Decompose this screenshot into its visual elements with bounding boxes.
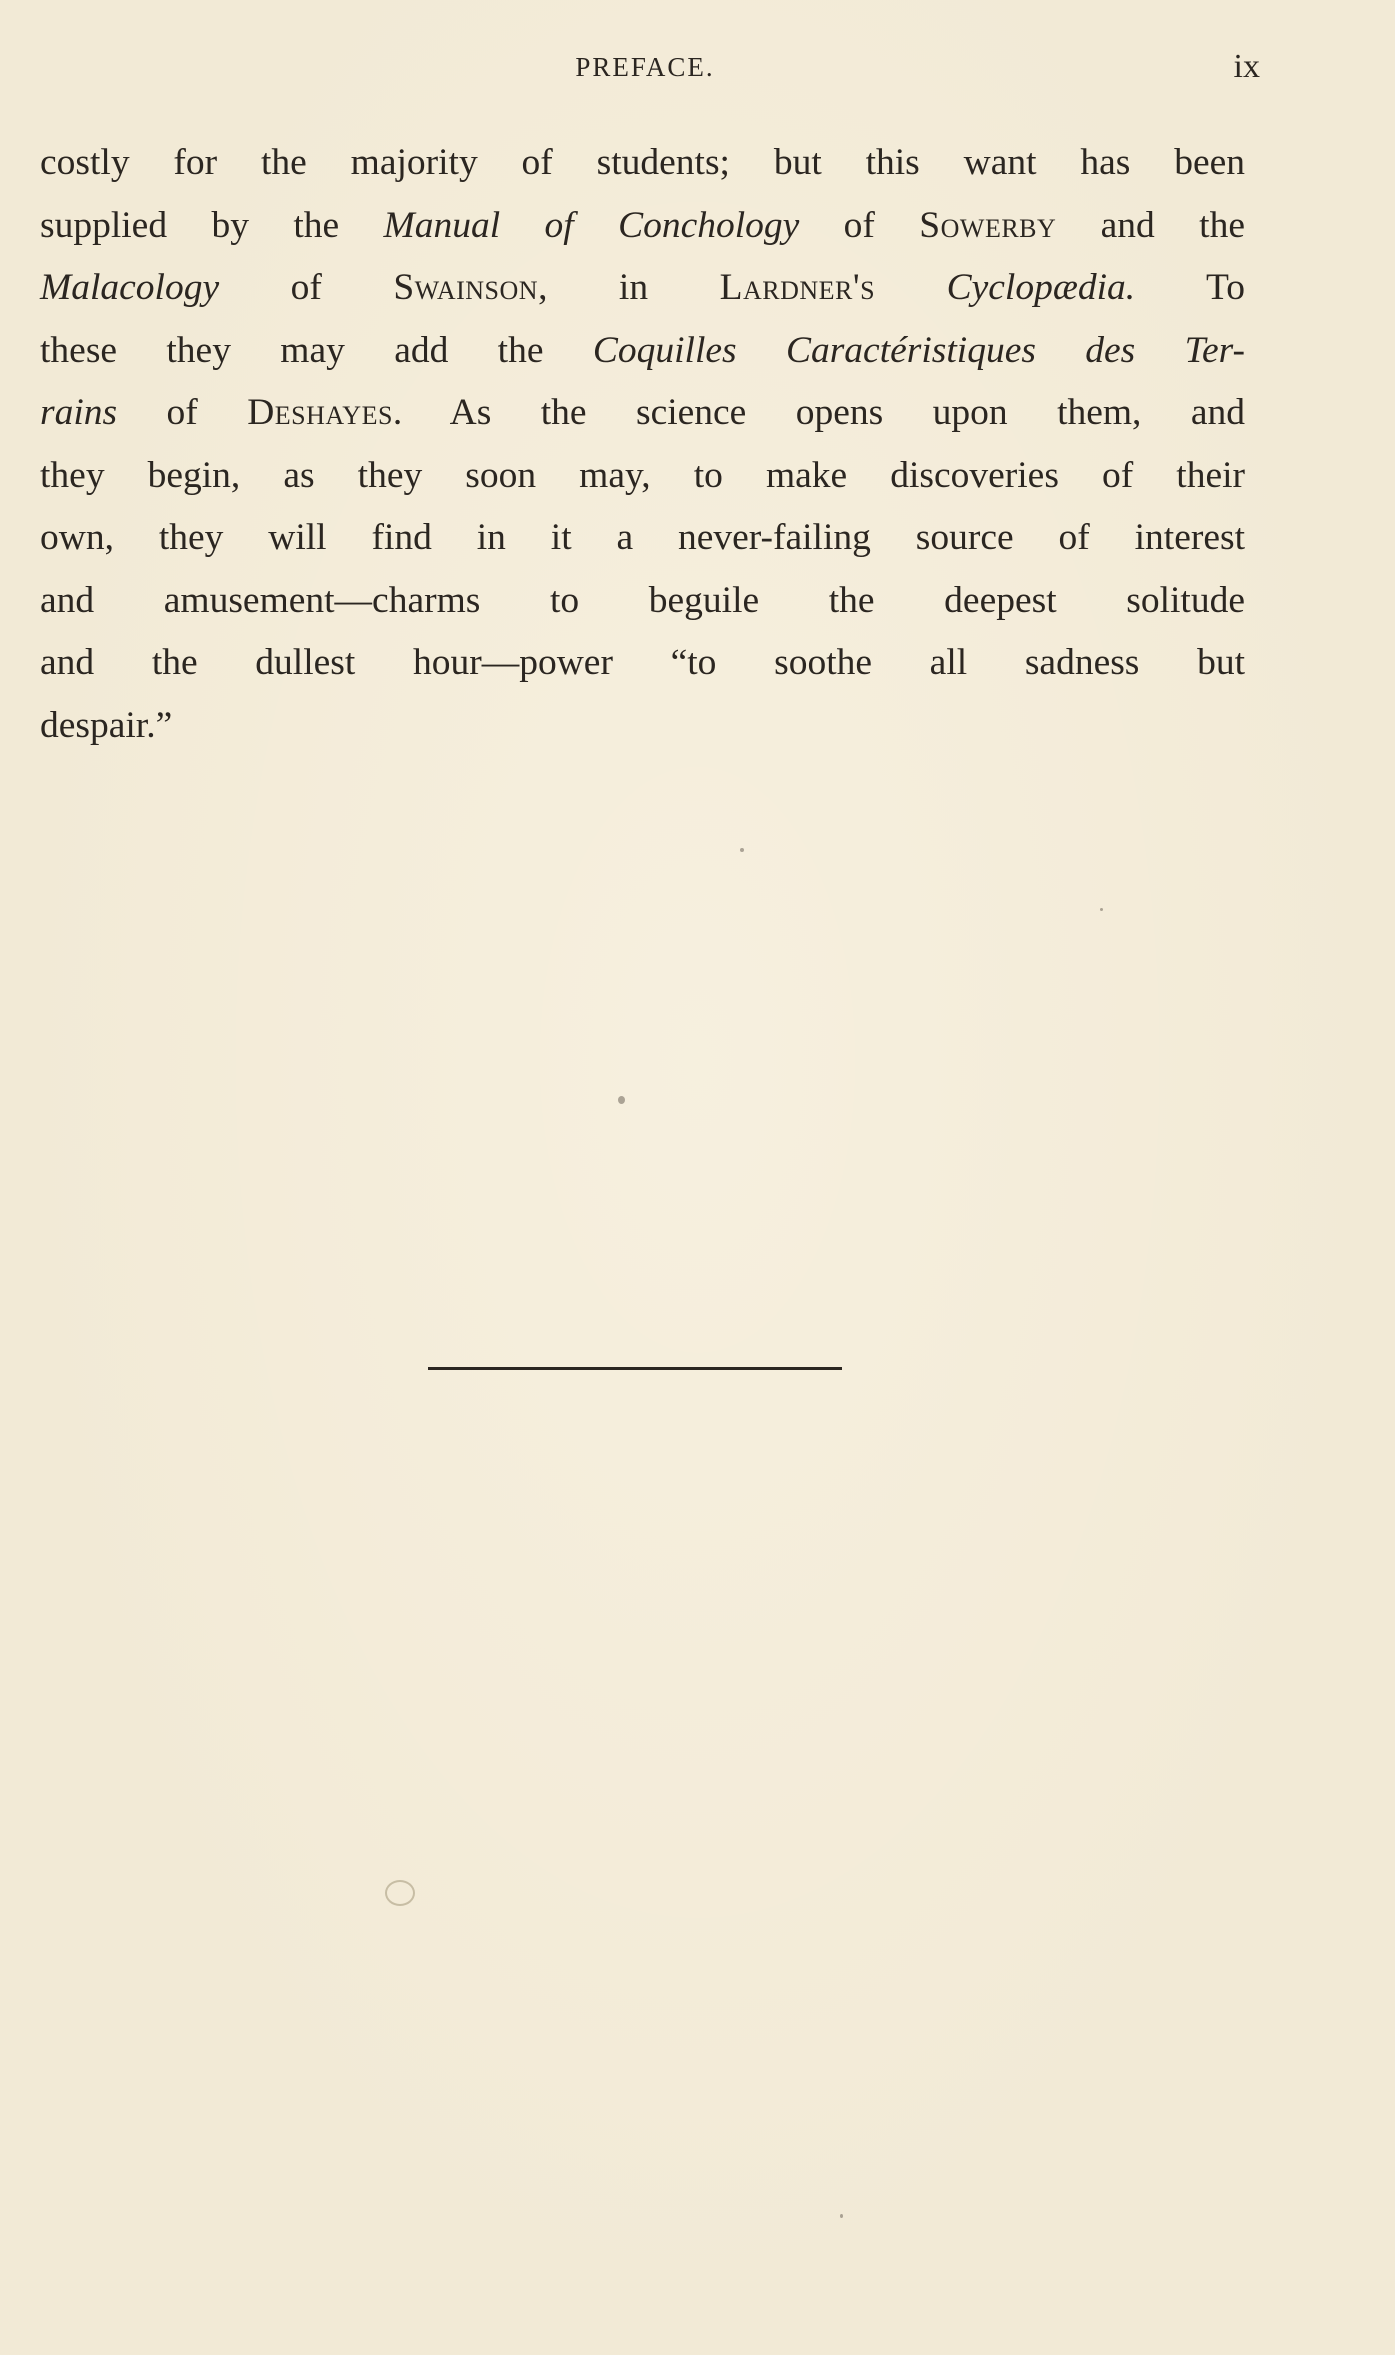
text-line — [40, 570, 1245, 633]
running-head — [40, 48, 1260, 88]
ink-speck — [740, 848, 744, 852]
text-run — [875, 267, 946, 308]
text-line — [40, 695, 1245, 758]
text-run: and the dullest hour—power “to soothe all sadness but — [40, 642, 1245, 683]
text-run: despair.” — [40, 704, 173, 746]
author-name: Swainson — [393, 267, 539, 308]
author-name: Deshayes — [247, 392, 393, 433]
page-number: ix — [1233, 48, 1260, 85]
ink-speck — [618, 1096, 625, 1104]
author-name: Lardner's — [719, 267, 876, 308]
section-end-rule — [428, 1367, 842, 1370]
text-run: supplied by the — [40, 204, 384, 246]
text-line — [40, 382, 1245, 445]
text-run: of — [117, 392, 248, 433]
ink-speck — [1100, 908, 1103, 911]
text-run: and the — [1056, 204, 1245, 246]
text-line — [40, 257, 1245, 320]
text-line — [40, 445, 1245, 508]
body-text — [40, 132, 1245, 757]
italic-title: Malacology — [40, 267, 220, 308]
italic-title: Cyclopædia. — [946, 267, 1136, 308]
text-line — [40, 195, 1245, 258]
text-run: , in — [538, 267, 720, 308]
text-line — [40, 632, 1245, 695]
text-run: . As the science opens upon them, and — [392, 392, 1245, 433]
text-run: To — [1135, 267, 1245, 308]
text-run: of — [799, 204, 920, 246]
paper-blemish — [385, 1880, 415, 1906]
text-line — [40, 507, 1245, 570]
italic-title: rains — [40, 392, 118, 433]
text-run: and amusement—charms to beguile the deepest solitude — [40, 579, 1245, 621]
text-run: these they may add the — [40, 329, 593, 371]
text-run: of — [219, 267, 394, 308]
running-title: PREFACE. — [575, 52, 715, 82]
italic-title: Coquilles Caractéristiques des Ter- — [592, 329, 1245, 371]
text-run: they begin, as they soon may, to make discoveries of their — [40, 454, 1245, 496]
text-run: own, they will find in it a never-failing source of interest — [40, 517, 1245, 558]
italic-title: Manual of Conchology — [383, 204, 800, 246]
ink-speck — [840, 2214, 843, 2218]
author-name: Sowerby — [919, 204, 1057, 246]
text-line — [40, 320, 1245, 383]
text-run: costly for the majority of students; but this want has been — [40, 142, 1245, 183]
text-line — [40, 132, 1245, 195]
